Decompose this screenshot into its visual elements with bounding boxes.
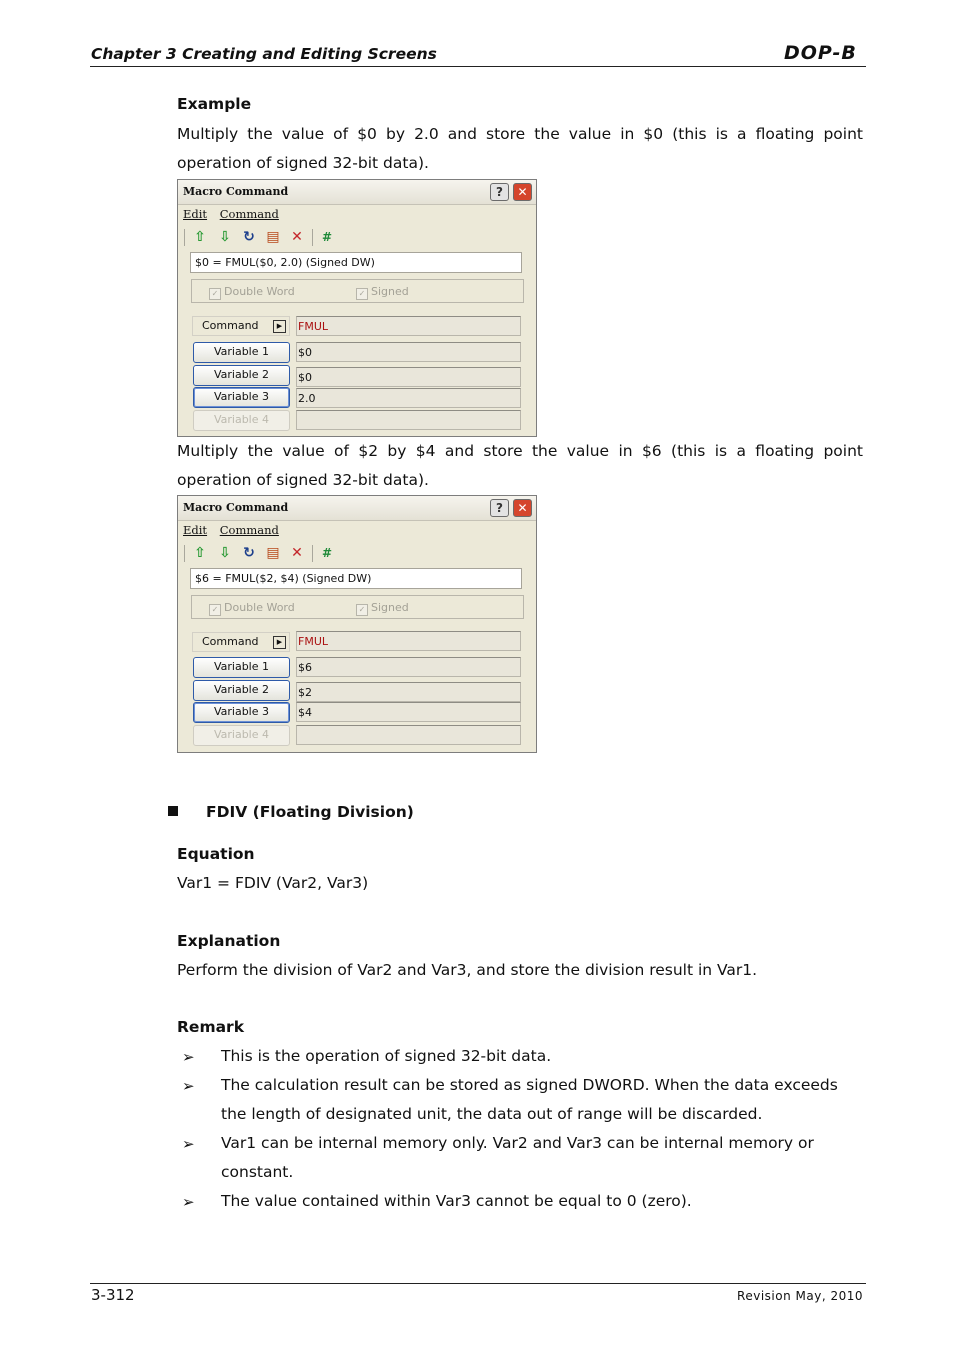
toolbar (186, 544, 526, 564)
variable-3-field: $4 (296, 702, 521, 722)
variable-4-field (296, 410, 521, 430)
variable-3-button[interactable]: Variable 3 (193, 702, 290, 723)
menu-edit[interactable]: Edit (183, 523, 208, 537)
close-button[interactable]: ✕ (513, 183, 532, 201)
dialog-title-bar (178, 496, 536, 521)
arrow-up-icon[interactable]: ⇧ (194, 229, 206, 245)
checkbox-icon: ✓ (356, 288, 368, 300)
bullet-arrow-icon: ➢ (182, 1048, 195, 1066)
arrow-down-icon[interactable]: ⇩ (219, 545, 231, 561)
help-button[interactable]: ? (490, 499, 509, 517)
dialog-title-bar (178, 180, 536, 205)
expression-field[interactable]: $6 = FMUL($2, $4) (Signed DW) (190, 568, 522, 589)
command-label: Command (202, 319, 259, 332)
menu-edit[interactable]: Edit (183, 207, 208, 221)
double-word-option (209, 601, 295, 616)
command-field: FMUL (296, 316, 521, 336)
toolbar-separator (184, 229, 185, 246)
dialog-title: Macro Command (183, 501, 289, 514)
variable-1-field: $0 (296, 342, 521, 362)
variable-3-button[interactable]: Variable 3 (193, 387, 290, 408)
bullet-arrow-icon: ➢ (182, 1135, 195, 1153)
command-field: FMUL (296, 631, 521, 651)
close-button[interactable]: ✕ (513, 499, 532, 517)
remark-item-3: Var1 can be internal memory only. Var2 and Var3 can be internal memory or constant. (221, 1134, 814, 1181)
toolbar-separator (184, 545, 185, 562)
hash-icon[interactable]: # (321, 546, 333, 560)
signed-option (356, 601, 409, 616)
remark-item-1: This is the operation of signed 32-bit data. (221, 1047, 552, 1065)
delete-icon[interactable]: ✕ (291, 545, 303, 561)
header-divider (90, 66, 866, 67)
variable-1-button[interactable]: Variable 1 (193, 342, 290, 363)
menu-bar (183, 207, 288, 221)
signed-label: Signed (371, 601, 409, 614)
command-selector[interactable] (192, 316, 290, 336)
menu-command[interactable]: Command (219, 207, 279, 221)
document-icon[interactable]: ▤ (266, 545, 280, 561)
revision-date: Revision May, 2010 (737, 1289, 863, 1303)
example-paragraph-2: Multiply the value of $2 by $4 and store the value in $6 (this is a floating point operation of signed 32-bit data). (177, 442, 863, 489)
play-icon: ▶ (273, 636, 286, 649)
signed-label: Signed (371, 285, 409, 298)
variable-2-field: $2 (296, 682, 521, 702)
example-heading: Example (177, 95, 252, 113)
variable-1-field: $6 (296, 657, 521, 677)
signed-option (356, 285, 409, 300)
variable-2-button[interactable]: Variable 2 (193, 365, 290, 386)
bullet-arrow-icon: ➢ (182, 1077, 195, 1095)
section-bullet-icon (168, 806, 178, 816)
checkbox-icon: ✓ (209, 604, 221, 616)
chapter-title: Chapter 3 Creating and Editing Screens (91, 45, 437, 63)
double-word-label: Double Word (224, 601, 295, 614)
equation-heading: Equation (177, 845, 255, 863)
explanation-heading: Explanation (177, 932, 281, 950)
options-group (191, 595, 524, 619)
hash-icon[interactable]: # (321, 230, 333, 244)
section-title: FDIV (Floating Division) (206, 803, 414, 821)
product-logo: DOP-B (784, 42, 857, 64)
command-selector[interactable] (192, 632, 290, 652)
page-number: 3-312 (91, 1286, 135, 1304)
remark-heading: Remark (177, 1018, 245, 1036)
footer-divider (90, 1283, 866, 1284)
document-icon[interactable]: ▤ (266, 229, 280, 245)
macro-command-dialog-1 (177, 179, 537, 437)
play-icon: ▶ (273, 320, 286, 333)
double-word-option (209, 285, 295, 300)
variable-4-field (296, 725, 521, 745)
arrow-up-icon[interactable]: ⇧ (194, 545, 206, 561)
checkbox-icon: ✓ (209, 288, 221, 300)
toolbar-separator (312, 229, 313, 246)
explanation-text: Perform the division of Var2 and Var3, and store the division result in Var1. (177, 961, 758, 979)
refresh-icon[interactable]: ↻ (243, 229, 255, 245)
arrow-down-icon[interactable]: ⇩ (219, 229, 231, 245)
macro-command-dialog-2 (177, 495, 537, 753)
variable-1-button[interactable]: Variable 1 (193, 657, 290, 678)
dialog-title: Macro Command (183, 185, 289, 198)
help-button[interactable]: ? (490, 183, 509, 201)
remark-item-2: The calculation result can be stored as signed DWORD. When the data exceeds the length of designated unit, the data out of range will be discarded. (221, 1076, 838, 1123)
example-paragraph-1: Multiply the value of $0 by 2.0 and store the value in $0 (this is a floating point operation of signed 32-bit data). (177, 125, 863, 172)
command-label: Command (202, 635, 259, 648)
variable-2-field: $0 (296, 367, 521, 387)
toolbar-separator (312, 545, 313, 562)
menu-command[interactable]: Command (219, 523, 279, 537)
variable-3-field: 2.0 (296, 388, 521, 408)
menu-bar (183, 523, 288, 537)
equation-text: Var1 = FDIV (Var2, Var3) (177, 874, 369, 892)
expression-field[interactable]: $0 = FMUL($0, 2.0) (Signed DW) (190, 252, 522, 273)
delete-icon[interactable]: ✕ (291, 229, 303, 245)
double-word-label: Double Word (224, 285, 295, 298)
refresh-icon[interactable]: ↻ (243, 545, 255, 561)
checkbox-icon: ✓ (356, 604, 368, 616)
variable-2-button[interactable]: Variable 2 (193, 680, 290, 701)
variable-4-button: Variable 4 (193, 725, 290, 746)
options-group (191, 279, 524, 303)
bullet-arrow-icon: ➢ (182, 1193, 195, 1211)
toolbar (186, 228, 526, 248)
remark-item-4: The value contained within Var3 cannot be equal to 0 (zero). (221, 1192, 692, 1210)
variable-4-button: Variable 4 (193, 410, 290, 431)
